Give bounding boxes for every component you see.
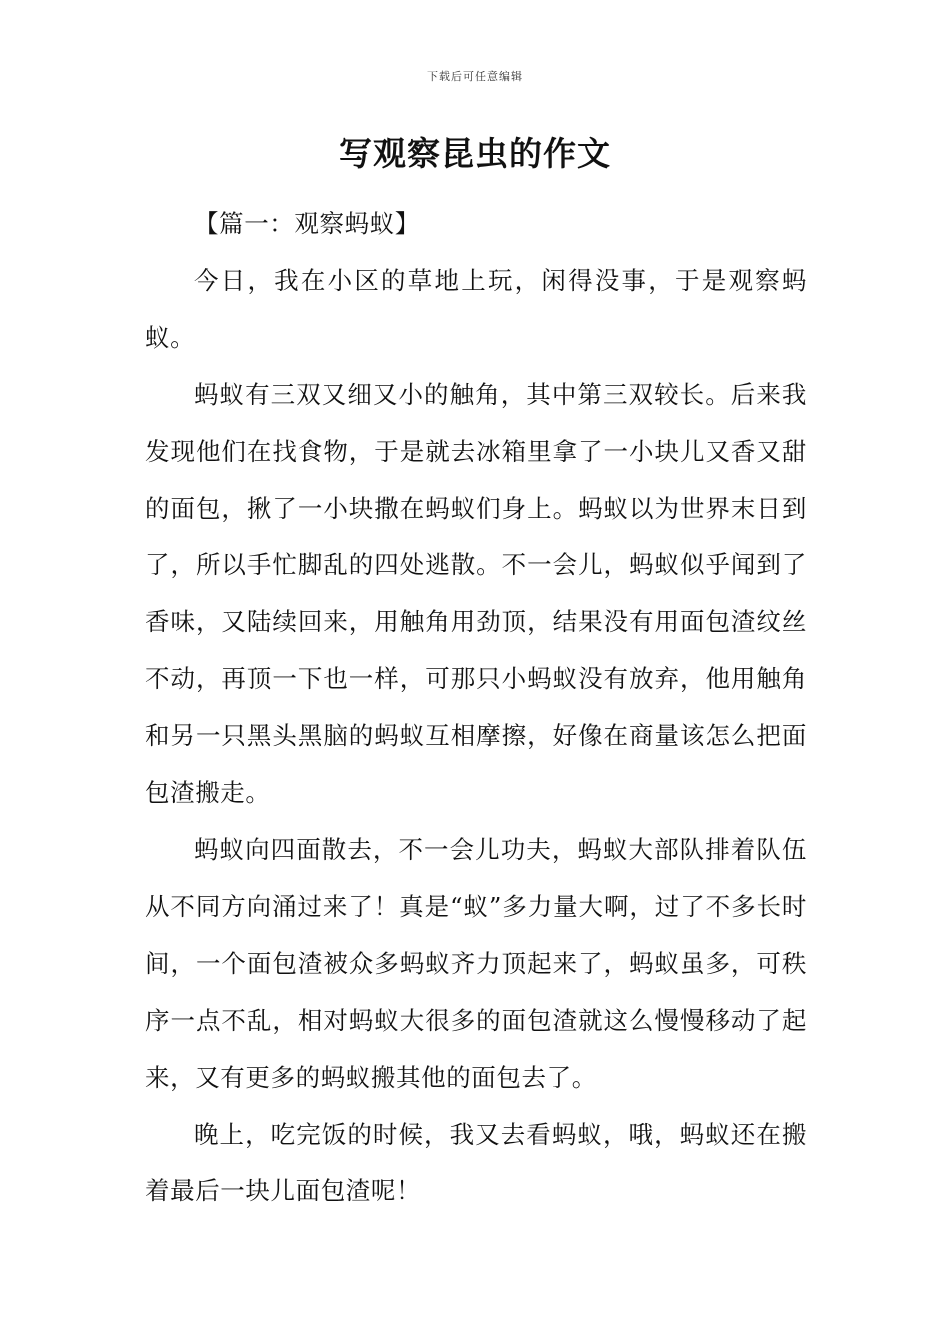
document-title: 写观察昆虫的作文	[339, 134, 611, 173]
document-body	[145, 196, 807, 1220]
section-heading: 【篇一：观察蚂蚁】	[194, 209, 420, 238]
paragraph-2: 蚂蚁有三双又细又小的触角，其中第三双较长。后来我发现他们在找食物，于是就去冰箱里拿了一小块儿又香又甜的面包，揪了一小块撒在蚂蚁们身上。蚂蚁以为世界末日到了，所以手忙脚乱的四处逃散。不一会儿，蚂蚁似乎闻到了香味，又陆续回来，用触角用劲顶，结果没有用面包渣纹丝不动，再顶一下也一样，可那只小蚂蚁没有放弃，他用触角和另一只黑头黑脑的蚂蚁互相摩擦，好像在商量该怎么把面包渣搬走。	[145, 379, 807, 808]
paragraph-1: 今日，我在小区的草地上玩，闲得没事，于是观察蚂蚁。	[145, 265, 807, 352]
header-note: 下载后可任意编辑	[427, 70, 523, 83]
paragraph-4: 晚上，吃完饭的时候，我又去看蚂蚁，哦，蚂蚁还在搬着最后一块儿面包渣呢！	[145, 1119, 807, 1206]
paragraph-3: 蚂蚁向四面散去，不一会儿功夫，蚂蚁大部队排着队伍从不同方向涌过来了！真是“蚁”多力量大啊，过了不多长时间，一个面包渣被众多蚂蚁齐力顶起来了，蚂蚁虽多，可秩序一点不乱，相对蚂蚁大很多的面包渣就这么慢慢移动了起来，又有更多的蚂蚁搬其他的面包去了。	[145, 834, 807, 1092]
